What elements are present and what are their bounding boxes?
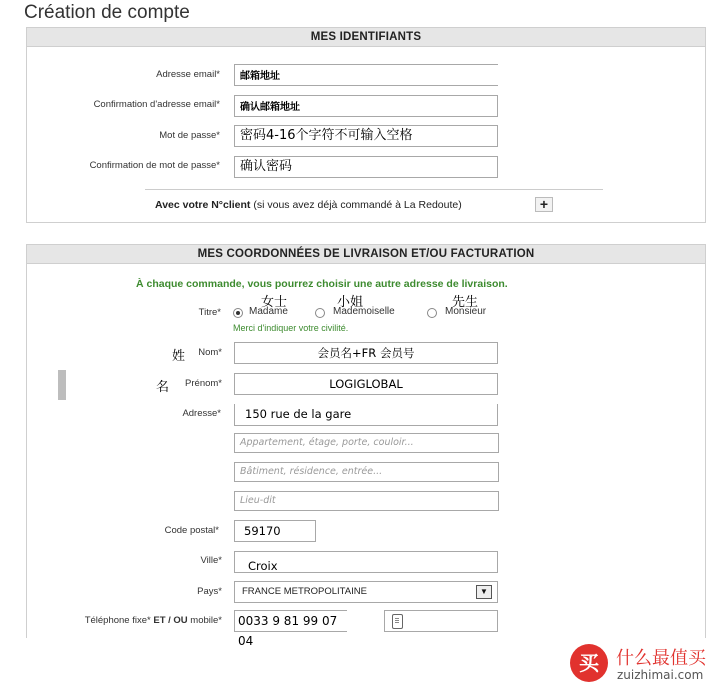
page-title: Création de compte <box>24 2 190 23</box>
adresse-value: 150 rue de la gare <box>245 407 352 421</box>
pays-label: Pays* <box>197 586 222 597</box>
delivery-notice: À chaque commande, vous pourrez choisir une autre adresse de livraison. <box>136 278 508 290</box>
identifiants-divider <box>145 189 603 190</box>
tel-value: 0033 9 81 99 07 04 <box>238 614 338 648</box>
logo-name: 什么最值买 <box>616 648 706 669</box>
nclient-bold: Avec votre N°client <box>155 199 251 211</box>
tel-label <box>22 615 222 626</box>
password-confirm-label: Confirmation de mot de passe* <box>89 160 220 171</box>
adresse-field[interactable] <box>234 404 498 426</box>
ville-field[interactable] <box>234 551 498 573</box>
adresse3-field[interactable]: Bâtiment, résidence, entrée... <box>234 462 499 482</box>
adresse2-field[interactable]: Appartement, étage, porte, couloir... <box>234 433 499 453</box>
email-confirm-field[interactable] <box>234 95 498 117</box>
ville-value: Croix <box>248 559 278 573</box>
nom-value: 会员名+FR 会员号 <box>317 346 415 360</box>
nclient-rest: (si vous avez déjà commandé à La Redoute) <box>250 199 462 211</box>
phone-icon <box>392 614 403 629</box>
titre-label: Titre* <box>198 307 221 318</box>
radio-monsieur-label: Monsieur <box>445 306 487 317</box>
email-label: Adresse email* <box>156 69 220 80</box>
pays-value: FRANCE METROPOLITAINE <box>242 586 367 597</box>
watermark-logo <box>570 644 720 684</box>
pays-select[interactable] <box>234 581 498 603</box>
password-confirm-field[interactable] <box>234 156 498 178</box>
nclient-plus-button[interactable]: + <box>535 197 553 212</box>
password-value: 密码4-16个字符不可输入空格 <box>240 128 413 143</box>
tel-fixe-field[interactable] <box>234 610 347 648</box>
chevron-down-icon[interactable]: ▼ <box>476 585 492 599</box>
tel-label-etou: ET / OU <box>153 615 188 626</box>
nom-field[interactable] <box>234 342 498 364</box>
identifiants-header: MES IDENTIFIANTS <box>27 28 705 47</box>
adresse-label: Adresse* <box>182 408 221 419</box>
title-mademoiselle-cn: 小姐 <box>337 295 364 310</box>
cp-field[interactable] <box>234 520 316 542</box>
email-confirm-value: 确认邮箱地址 <box>240 102 300 113</box>
radio-mademoiselle[interactable] <box>315 308 325 318</box>
logo-icon: 买 <box>570 644 608 682</box>
tel-label-mobile: mobile* <box>187 615 222 626</box>
prenom-cn: 名 <box>156 380 170 395</box>
email-confirm-label: Confirmation d'adresse email* <box>93 99 220 110</box>
cp-value: 59170 <box>244 524 281 538</box>
password-label: Mot de passe* <box>159 130 220 141</box>
prenom-field[interactable] <box>234 373 498 395</box>
radio-madame-label: Madame <box>249 306 288 317</box>
civility-hint: Merci d'indiquer votre civilité. <box>233 323 349 333</box>
title-monsieur-cn: 先生 <box>452 295 479 310</box>
radio-madame[interactable] <box>233 308 243 318</box>
nclient-text <box>155 199 462 211</box>
prenom-value: LOGIGLOBAL <box>329 377 403 391</box>
nom-cn: 姓 <box>172 349 186 364</box>
cp-label: Code postal* <box>164 525 219 536</box>
prenom-label: Prénom* <box>185 378 222 389</box>
email-value: 邮箱地址 <box>240 71 280 82</box>
password-confirm-value: 确认密码 <box>240 159 293 174</box>
password-field[interactable] <box>234 125 498 147</box>
adresse4-field[interactable]: Lieu-dit <box>234 491 499 511</box>
ville-label: Ville* <box>200 555 222 566</box>
radio-mademoiselle-label: Mademoiselle <box>333 306 395 317</box>
logo-url: zuizhimai.com <box>617 668 704 682</box>
livraison-header: MES COORDONNÉES DE LIVRAISON ET/OU FACTURATION <box>27 245 705 264</box>
nom-label: Nom* <box>198 347 222 358</box>
tel-label-fixe: Téléphone fixe* <box>84 615 154 626</box>
email-field[interactable] <box>234 64 498 86</box>
radio-monsieur[interactable] <box>427 308 437 318</box>
title-madame-cn: 女士 <box>261 295 288 310</box>
